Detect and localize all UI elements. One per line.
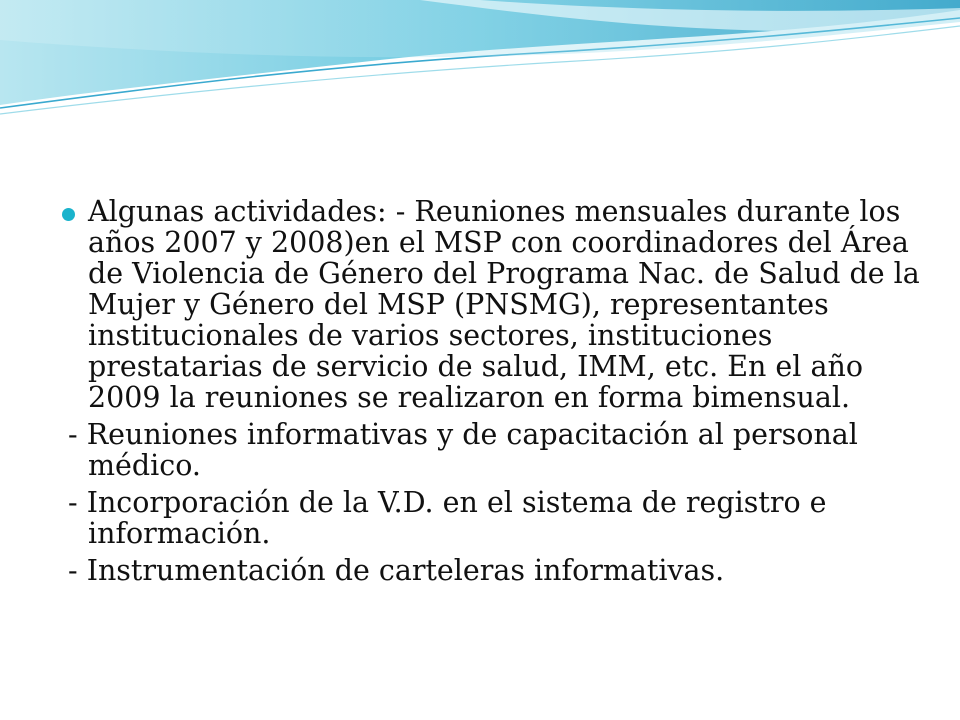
activity-item: - Instrumentación de carteleras informativas. xyxy=(68,554,725,587)
activity-item: - Incorporación de la V.D. en el sistema de registro e información. xyxy=(68,486,827,550)
slide-content xyxy=(60,196,920,586)
main-bullet xyxy=(60,196,920,413)
bullet-dot-icon xyxy=(62,208,75,221)
activity-item: - Reuniones informativas y de capacitación al personal médico. xyxy=(68,418,858,482)
wave-highlight xyxy=(0,0,960,57)
header-wave-decoration xyxy=(0,0,960,120)
main-bullet-text: Algunas actividades: - Reuniones mensuales durante los años 2007 y 2008)en el MSP con coordinadores del Área de Violencia de Género del Programa Nac. de Salud de la Mujer y Género del MSP (PNSMG), representantes institucionales de varios sectores, instituciones prestatarias de servicio de salud, IMM, etc. En el año 2009 la reuniones se realizaron en forma bimensual. xyxy=(88,195,920,414)
